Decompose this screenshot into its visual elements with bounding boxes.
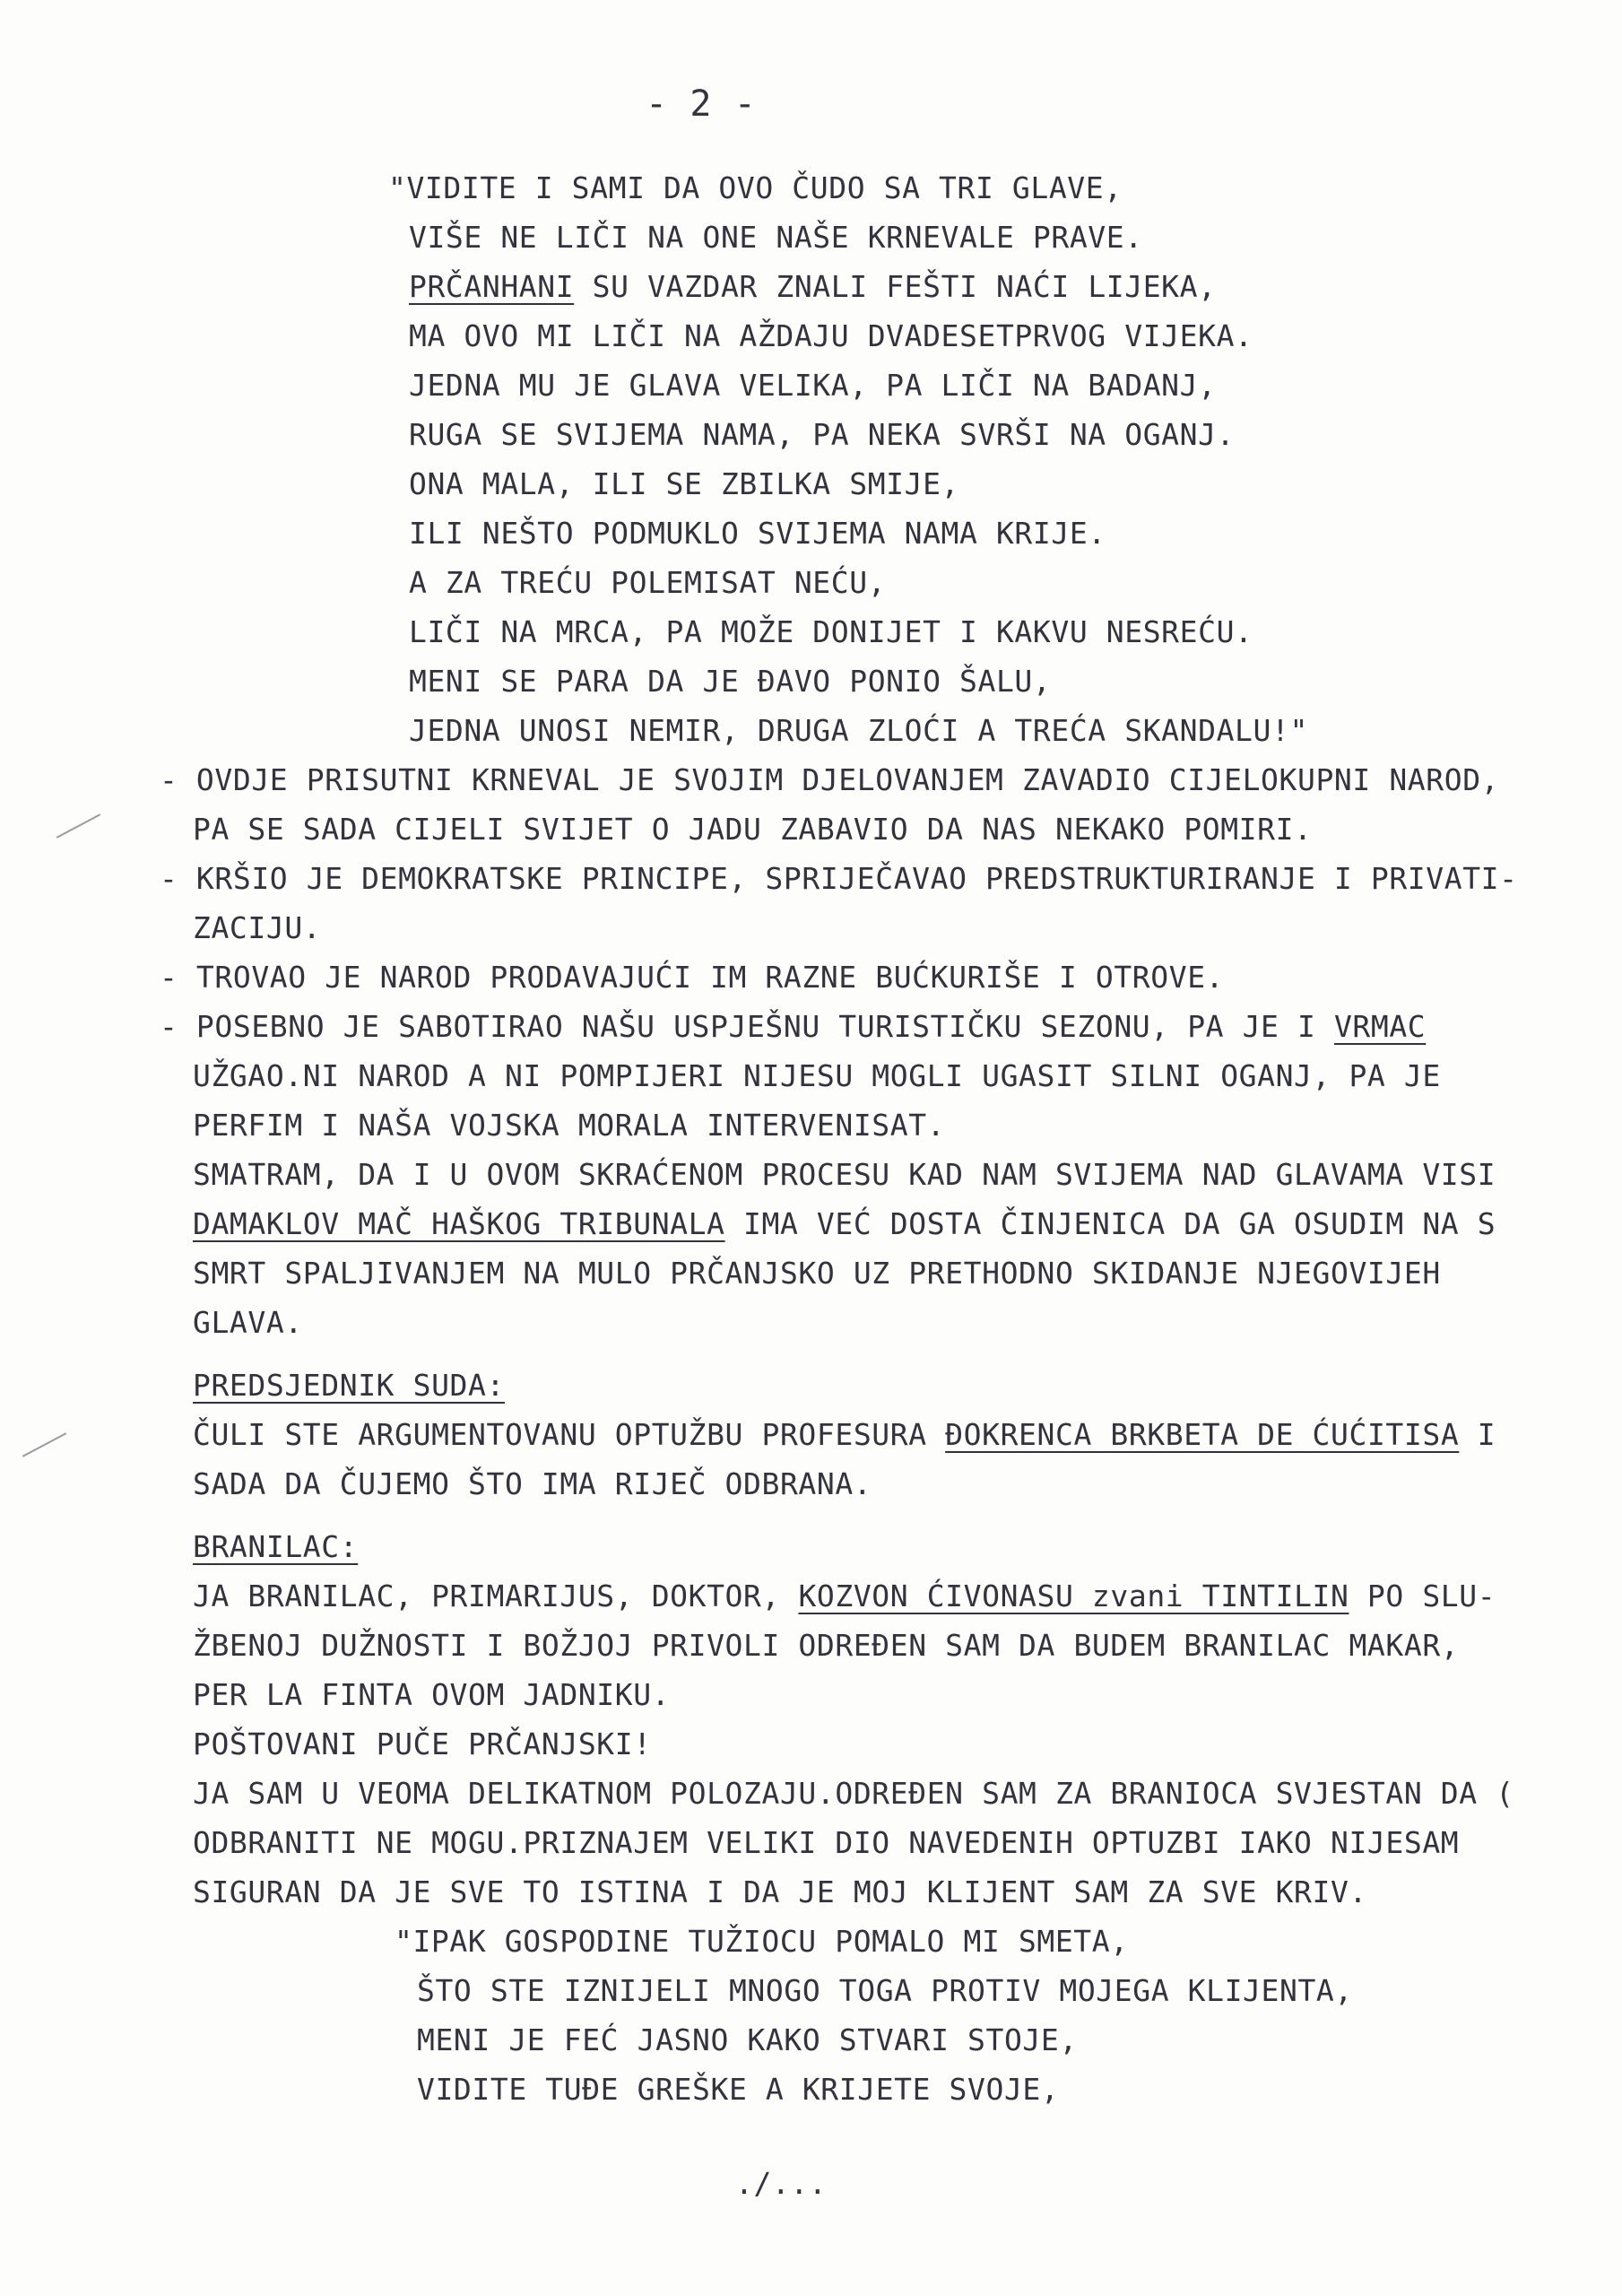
accusation-2-line-2: ZACIJU. [193,910,322,945]
accusation-4-line-2: UŽGAO.NI NAROD A NI POMPIJERI NIJESU MOGLI UGASIT SILNI OGANJ, PA JE [193,1058,1441,1093]
verse1-line-8: ILI NEŠTO PODMUKLO SVIJEMA NAMA KRIJE. [409,516,1106,551]
defender-line-6: ODBRANITI NE MOGU.PRIZNAJEM VELIKI DIO NAVEDENIH OPTUZBI IAKO NIJESAM [193,1825,1460,1860]
accusation-4-text: - POSEBNO JE SABOTIRAO NAŠU USPJEŠNU TURISTIČKU SEZONU, PA JE I [160,1009,1334,1044]
continuation-mark: ./... [735,2166,828,2201]
verdict-line-2 [193,1206,1496,1242]
verse2-line-3: MENI JE FEĆ JASNO KAKO STVARI STOJE, [417,2022,1078,2057]
president-line-2: SADA DA ČUJEMO ŠTO IMA RIJEČ ODBRANA. [193,1466,872,1501]
verse1-line-10: LIČI NA MRCA, PA MOŽE DONIJET I KAKVU NESREĆU. [409,614,1253,649]
president-line-1 [193,1417,1496,1453]
verse2-line-2: ŠTO STE IZNIJELI MNOGO TOGA PROTIV MOJEGA KLIJENTA, [417,1973,1353,2008]
prosecutor-name-underlined: ĐOKRENCA BRKBETA DE ĆUĆITISA [945,1417,1460,1452]
accusation-1-line-2: PA SE SADA CIJELI SVIJET O JADU ZABAVIO DA NAS NEKAKO POMIRI. [193,812,1313,847]
verse1-line-11: MENI SE PARA DA JE ĐAVO PONIO ŠALU, [409,664,1052,699]
margin-mark [22,1432,67,1457]
defender-line-2: ŽBENOJ DUŽNOSTI I BOŽJOJ PRIVOLI ODREĐEN SAM DA BUDEM BRANILAC MAKAR, [193,1628,1460,1663]
place-name-underlined: PRČANHANI [409,269,575,304]
verse1-line-5: JEDNA MU JE GLAVA VELIKA, PA LIČI NA BADANJ, [409,368,1217,403]
margin-mark [56,813,101,839]
verdict-line-4: GLAVA. [193,1305,303,1340]
place-name-underlined: VRMAC [1333,1009,1427,1044]
verse1-line-3 [409,269,1217,305]
verdict-line-2-rest: IMA VEĆ DOSTA ČINJENICA DA GA OSUDIM NA S [724,1206,1496,1241]
verse1-line-6: RUGA SE SVIJEMA NAMA, PA NEKA SVRŠI NA OGANJ. [409,417,1236,452]
verse1-line-12: JEDNA UNOSI NEMIR, DRUGA ZLOĆI A TREĆA SKANDALU!" [409,713,1308,748]
president-line-1-end: I [1459,1417,1496,1452]
defender-line-4: POŠTOVANI PUČE PRČANJSKI! [193,1726,652,1761]
verse1-line-1: "VIDITE I SAMI DA OVO ČUDO SA TRI GLAVE, [388,170,1123,205]
president-heading: PREDSJEDNIK SUDA: [193,1368,505,1403]
defender-line-7: SIGURAN DA JE SVE TO ISTINA I DA JE MOJ KLIJENT SAM ZA SVE KRIV. [193,1874,1367,1909]
verse1-line-7: ONA MALA, ILI SE ZBILKA SMIJE, [409,466,960,501]
verse1-line-9: A ZA TREĆU POLEMISAT NEĆU, [409,565,887,600]
president-line-1-text: ČULI STE ARGUMENTOVANU OPTUŽBU PROFESURA [193,1417,946,1452]
verse1-line-4: MA OVO MI LIČI NA AŽDAJU DVADESETPRVOG VIJEKA. [409,318,1253,353]
page-number: - 2 - [646,83,757,125]
verse2-line-4: VIDITE TUĐE GREŠKE A KRIJETE SVOJE, [417,2072,1060,2107]
accusation-4-line-1 [160,1009,1426,1045]
verse1-line-3-rest: SU VAZDAR ZNALI FEŠTI NAĆI LIJEKA, [574,269,1217,304]
accusation-4-line-3: PERFIM I NAŠA VOJSKA MORALA INTERVENISAT. [193,1108,946,1143]
defender-line-1 [193,1578,1496,1614]
accusation-3-line-1: - TROVAO JE NAROD PRODAVAJUĆI IM RAZNE BUĆKURIŠE I OTROVE. [160,960,1225,995]
verse2-line-1: "IPAK GOSPODINE TUŽIOCU POMALO MI SMETA, [395,1924,1129,1959]
verdict-line-3: SMRT SPALJIVANJEM NA MULO PRČANJSKO UZ PRETHODNO SKIDANJE NJEGOVIJEH [193,1256,1441,1291]
defender-heading: BRANILAC: [193,1529,359,1564]
accusation-1-line-1: - OVDJE PRISUTNI KRNEVAL JE SVOJIM DJELOVANJEM ZAVADIO CIJELOKUPNI NAROD, [160,762,1500,797]
defender-line-1-text: JA BRANILAC, PRIMARIJUS, DOKTOR, [193,1578,799,1613]
verse1-line-2: VIŠE NE LIČI NA ONE NAŠE KRNEVALE PRAVE. [409,220,1143,255]
defender-line-5: JA SAM U VEOMA DELIKATNOM POLOZAJU.ODREĐEN SAM ZA BRANIOCA SVJESTAN DA ( [193,1776,1514,1811]
verdict-line-1: SMATRAM, DA I U OVOM SKRAĆENOM PROCESU KAD NAM SVIJEMA NAD GLAVAMA VISI [193,1157,1496,1192]
defender-line-1-end: PO SLU- [1349,1578,1496,1613]
defender-line-3: PER LA FINTA OVOM JADNIKU. [193,1677,671,1712]
defender-name-underlined: KOZVON ĆIVONASU zvani TINTILIN [798,1578,1349,1613]
tribunal-underlined: DAMAKLOV MAČ HAŠKOG TRIBUNALA [193,1206,725,1241]
accusation-2-line-1: - KRŠIO JE DEMOKRATSKE PRINCIPE, SPRIJEČAVAO PREDSTRUKTURIRANJE I PRIVATI- [160,861,1518,896]
